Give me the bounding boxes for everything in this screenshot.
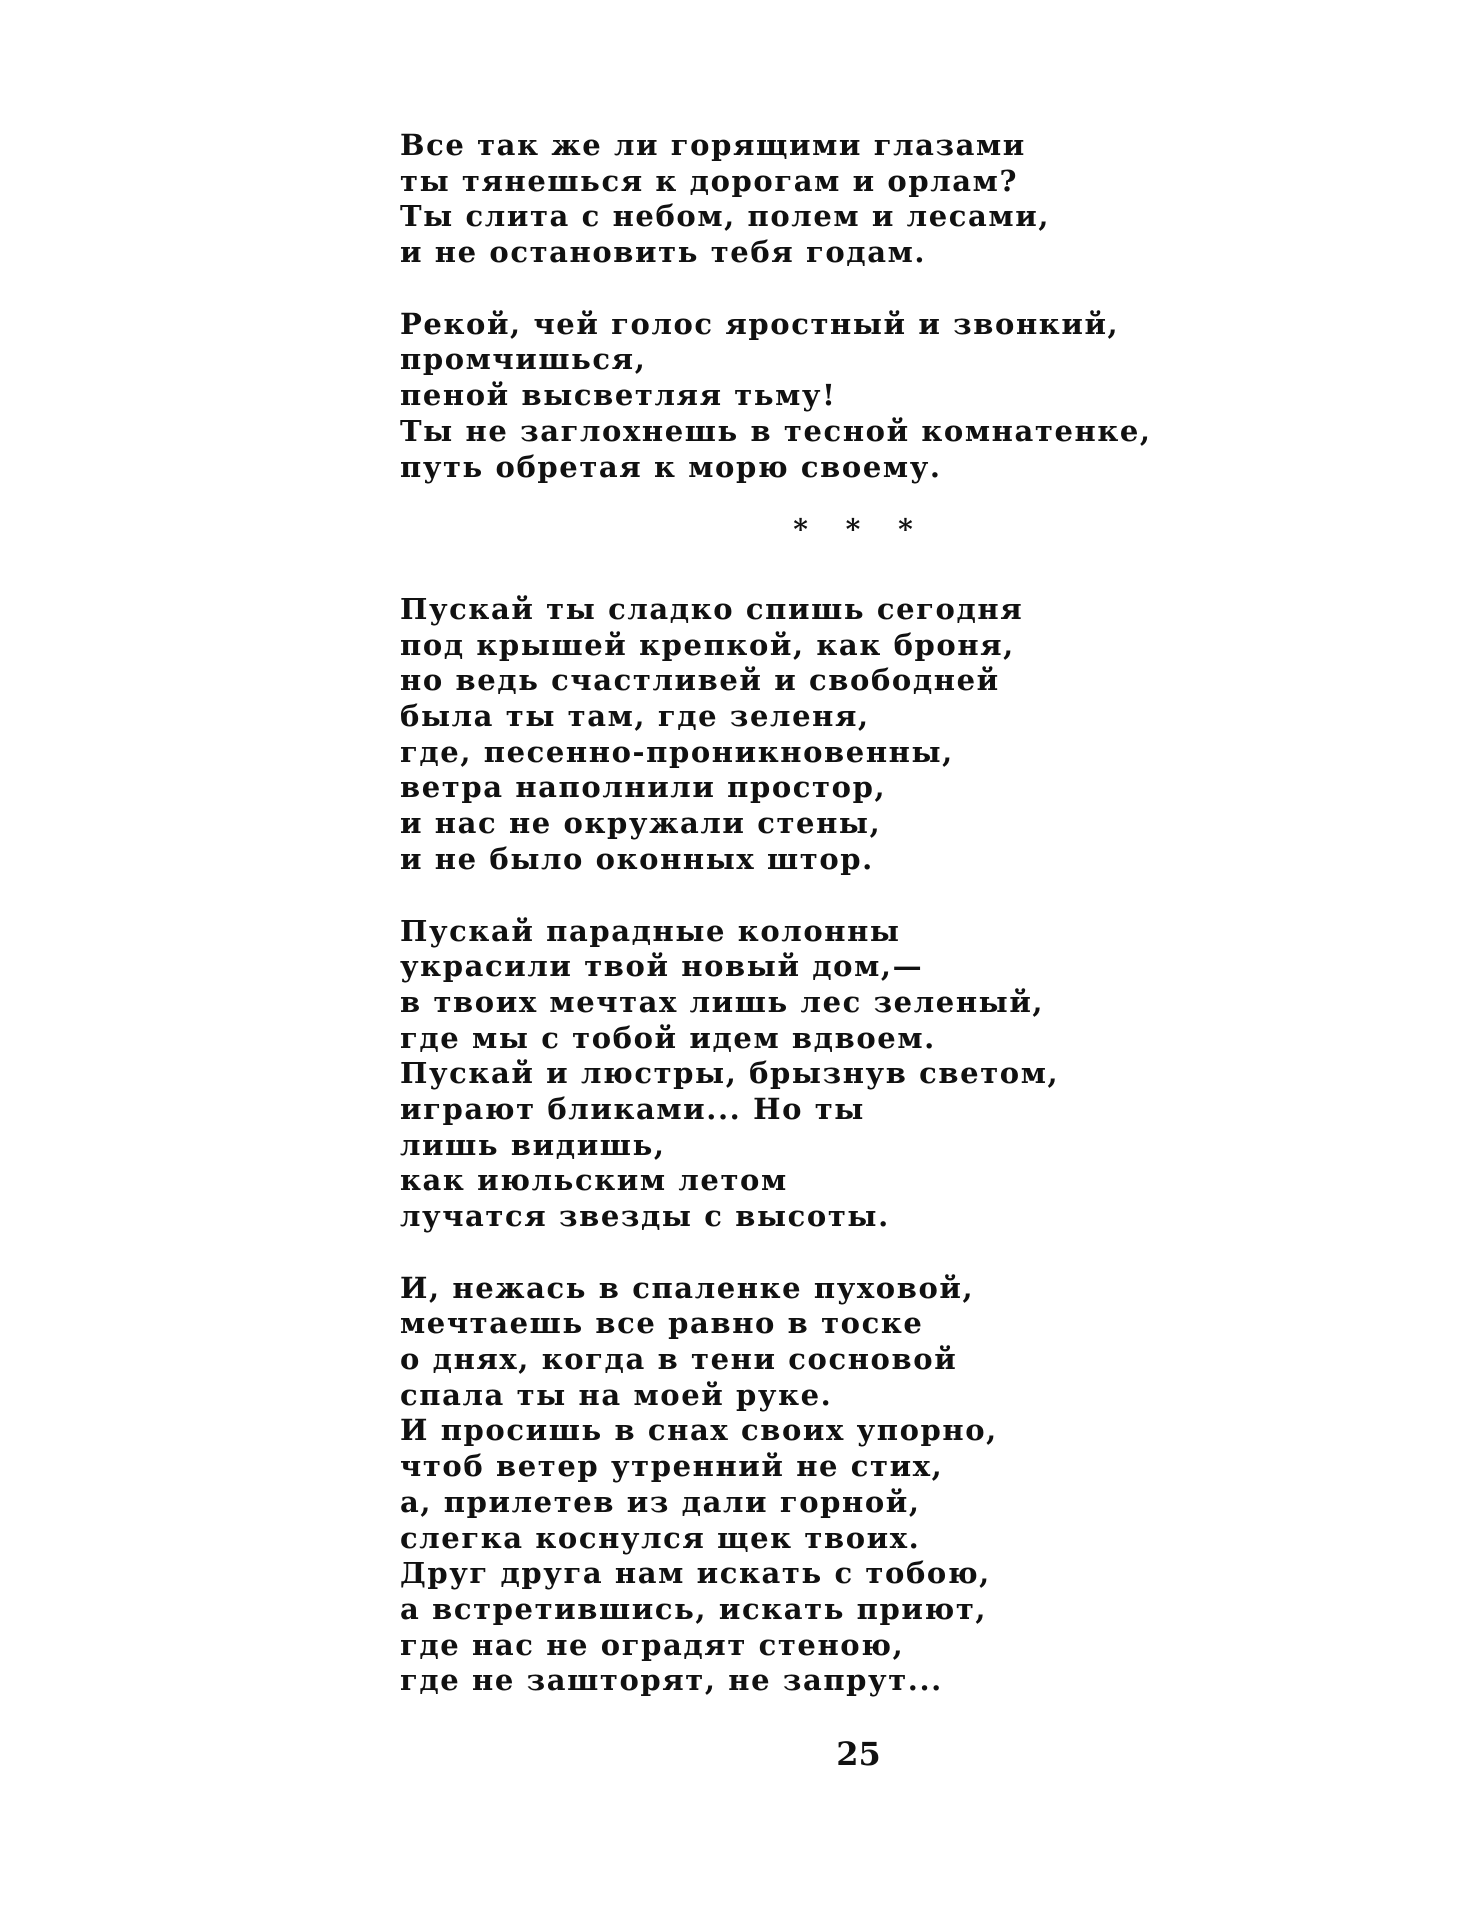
verse-line: ветра наполнили простор, [400, 770, 887, 805]
verse-line: Пускай парадные колонны [400, 913, 901, 948]
verse-line: где не зашторят, не запрут... [400, 1663, 943, 1698]
verse-line: где мы с тобой идем вдвоем. [400, 1020, 936, 1055]
verse-line: и не остановить тебя годам. [400, 235, 927, 270]
verse-line: Все так же ли горящими глазами [400, 128, 1026, 162]
verse-line: слегка коснулся щек твоих. [400, 1520, 921, 1555]
verse-line: в твоих мечтах лишь лес зеленый, [400, 984, 1045, 1019]
verse-line: Рекой, чей голос яростный и звонкий, [400, 306, 1120, 341]
stanza-2 [400, 307, 1400, 485]
poem-separator: * * * [793, 513, 927, 546]
verse-line: пеной высветляя тьму! [400, 378, 837, 413]
verse-line: о днях, когда в тени сосновой [400, 1342, 958, 1377]
verse-line: ты тянешься к дорогам и орлам? [400, 163, 1019, 198]
verse-line: Друг друга нам искать с тобою, [400, 1556, 991, 1591]
verse-line: лишь видишь, [400, 1127, 666, 1162]
stanza-3 [400, 1271, 1400, 1699]
verse-line: И, нежась в спаленке пуховой, [400, 1270, 975, 1305]
verse-line: где, песенно-проникновенны, [400, 734, 954, 769]
verse-line: и нас не окружали стены, [400, 806, 882, 841]
verse-line: И просишь в снах своих упорно, [400, 1413, 998, 1448]
poem-continuation [400, 128, 1400, 485]
verse-line: лучатся звезды с высоты. [400, 1199, 890, 1233]
verse-line: а, прилетев из дали горной, [400, 1484, 921, 1519]
verse-line: Ты слита с небом, полем и лесами, [400, 199, 1051, 234]
verse-line: была ты там, где зеленя, [400, 699, 870, 734]
verse-line: спала ты на моей руке. [400, 1377, 833, 1412]
verse-line: Пускай и люстры, брызнув светом, [400, 1056, 1060, 1091]
verse-line: как июльским летом [400, 1163, 788, 1198]
verse-line: и не было оконных штор. [400, 841, 874, 876]
verse-line: Пускай ты сладко спишь сегодня [400, 592, 1024, 626]
verse-line: но ведь счастливей и свободней [400, 663, 1000, 698]
verse-line: играют бликами... Но ты [400, 1091, 865, 1126]
verse-line: чтоб ветер утренний не стих, [400, 1449, 944, 1484]
verse-line: украсили твой новый дом,— [400, 949, 924, 984]
page-number: 25 [836, 1735, 881, 1773]
verse-line: где нас не оградят стеною, [400, 1627, 905, 1662]
verse-line: мечтаешь все равно в тоске [400, 1306, 924, 1341]
stanza-1 [400, 128, 1400, 271]
verse-line: Ты не заглохнешь в тесной комнатенке, [400, 413, 1152, 448]
verse-line: а встретившись, искать приют, [400, 1591, 988, 1626]
verse-line: путь обретая к морю своему. [400, 449, 942, 484]
stanza-2 [400, 914, 1400, 1235]
stanza-1 [400, 592, 1400, 878]
verse-line: под крышей крепкой, как броня, [400, 627, 1015, 662]
poem [400, 592, 1400, 1699]
verse-line: промчишься, [400, 342, 647, 377]
